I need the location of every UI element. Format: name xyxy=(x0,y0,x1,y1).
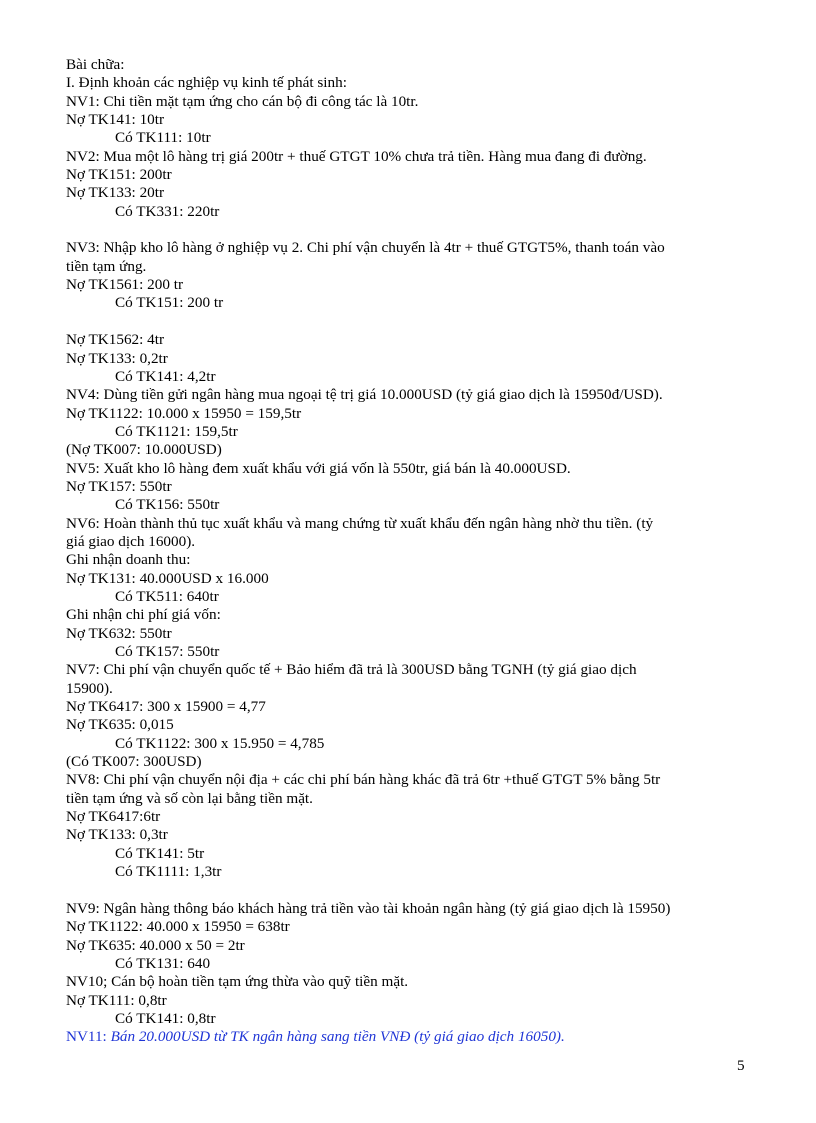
text-line: 15900). xyxy=(66,679,113,697)
credit-entry-line: Có TK1122: 300 x 15.950 = 4,785 xyxy=(115,734,325,752)
credit-entry-line: Có TK156: 550tr xyxy=(115,496,220,514)
credit-entry-line: Có TK141: 0,8tr xyxy=(115,1009,216,1027)
credit-entry-line: Có TK141: 4,2tr xyxy=(115,367,216,385)
text-line: Nợ TK1122: 40.000 x 15950 = 638tr xyxy=(66,918,290,936)
credit-entry-line: Có TK1111: 1,3tr xyxy=(115,863,222,881)
nv11-prefix: NV11: xyxy=(66,1028,111,1046)
text-line: I. Định khoản các nghiệp vụ kinh tế phát sinh: xyxy=(66,74,347,92)
credit-entry-line: Có TK331: 220tr xyxy=(115,202,220,220)
text-line: tiền tạm ứng và số còn lại bằng tiền mặt. xyxy=(66,789,313,807)
text-line: NV5: Xuất kho lô hàng đem xuất khẩu với giá vốn là 550tr, giá bán là 40.000USD. xyxy=(66,459,571,477)
text-line: NV10; Cán bộ hoàn tiền tạm ứng thừa vào quỹ tiền mặt. xyxy=(66,973,409,991)
text-line: Bài chữa: xyxy=(66,56,125,73)
credit-entry-line: Có TK157: 550tr xyxy=(115,643,220,660)
blank-line xyxy=(66,313,756,331)
text-line: NV3: Nhập kho lô hàng ở nghiệp vụ 2. Chi phí vận chuyển là 4tr + thuế GTGT5%, thanh toán vào xyxy=(66,239,665,257)
text-line: Nợ TK1561: 200 tr xyxy=(66,276,184,294)
page-number: 5 xyxy=(737,1057,745,1074)
text-line: NV2: Mua một lô hàng trị giá 200tr + thuế GTGT 10% chưa trả tiền. Hàng mua đang đi đường. xyxy=(66,147,647,165)
text-line: Nợ TK1562: 4tr xyxy=(66,331,165,349)
text-line: giá giao dịch 16000). xyxy=(66,532,196,550)
text-line: (Nợ TK007: 10.000USD) xyxy=(66,441,222,459)
text-line: NV7: Chi phí vận chuyển quốc tế + Bảo hiểm đã trả là 300USD bằng TGNH (tỷ giá giao dịch xyxy=(66,661,637,679)
nv11-suffix: . xyxy=(560,1028,565,1046)
text-line: NV4: Dùng tiền gửi ngân hàng mua ngoại tệ trị giá 10.000USD (tỷ giá giao dịch là 15950đ/USD). xyxy=(66,386,663,404)
text-line: NV9: Ngân hàng thông báo khách hàng trả tiền vào tài khoản ngân hàng (tỷ giá giao dịch là 15950) xyxy=(66,899,671,917)
text-line: (Có TK007: 300USD) xyxy=(66,753,202,771)
text-line: Nợ TK131: 40.000USD x 16.000 xyxy=(66,569,269,587)
text-line: Nợ TK635: 0,015 xyxy=(66,716,174,734)
text-line: NV6: Hoàn thành thủ tục xuất khẩu và mang chứng từ xuất khẩu đến ngân hàng nhờ thu tiền. (tỷ xyxy=(66,514,654,532)
credit-entry-line: Có TK141: 5tr xyxy=(115,844,205,862)
text-line: Nợ TK1122: 10.000 x 15950 = 159,5tr xyxy=(66,404,302,422)
text-line: Nợ TK157: 550tr xyxy=(66,477,172,495)
text-line: Ghi nhận chi phí giá vốn: xyxy=(66,606,221,624)
nv11-text: Bán 20.000USD từ TK ngân hàng sang tiền VNĐ (tỷ giá giao dịch 16050) xyxy=(110,1028,561,1046)
document-body xyxy=(66,56,756,1047)
text-line: Nợ TK133: 0,2tr xyxy=(66,349,168,367)
text-line: tiền tạm ứng. xyxy=(66,257,147,275)
credit-entry-line: Có TK111: 10tr xyxy=(115,129,211,147)
text-line: Nợ TK6417: 300 x 15900 = 4,77 xyxy=(66,698,266,716)
text-line: Nợ TK141: 10tr xyxy=(66,111,165,129)
text-line: Nợ TK151: 200tr xyxy=(66,166,172,184)
text-line: NV8: Chi phí vận chuyển nội địa + các chi phí bán hàng khác đã trả 6tr +thuế GTGT 5% bằng 5tr xyxy=(66,771,661,789)
credit-entry-line: Có TK1121: 159,5tr xyxy=(115,422,238,440)
credit-entry-line: Có TK151: 200 tr xyxy=(115,294,224,312)
text-line: Nợ TK133: 20tr xyxy=(66,184,165,202)
blank-line xyxy=(66,221,756,239)
nv11-line xyxy=(66,1028,756,1046)
text-line: NV1: Chi tiền mặt tạm ứng cho cán bộ đi công tác là 10tr. xyxy=(66,92,419,110)
credit-entry-line: Có TK131: 640 xyxy=(115,954,211,972)
text-line: Nợ TK635: 40.000 x 50 = 2tr xyxy=(66,936,245,954)
text-line: Nợ TK111: 0,8tr xyxy=(66,991,167,1009)
credit-entry-line: Có TK511: 640tr xyxy=(115,587,219,605)
text-line: Nợ TK133: 0,3tr xyxy=(66,826,168,844)
blank-line xyxy=(66,881,756,899)
text-line: Ghi nhận doanh thu: xyxy=(66,551,191,569)
text-line: Nợ TK6417:6tr xyxy=(66,808,161,826)
text-line: Nợ TK632: 550tr xyxy=(66,624,172,642)
